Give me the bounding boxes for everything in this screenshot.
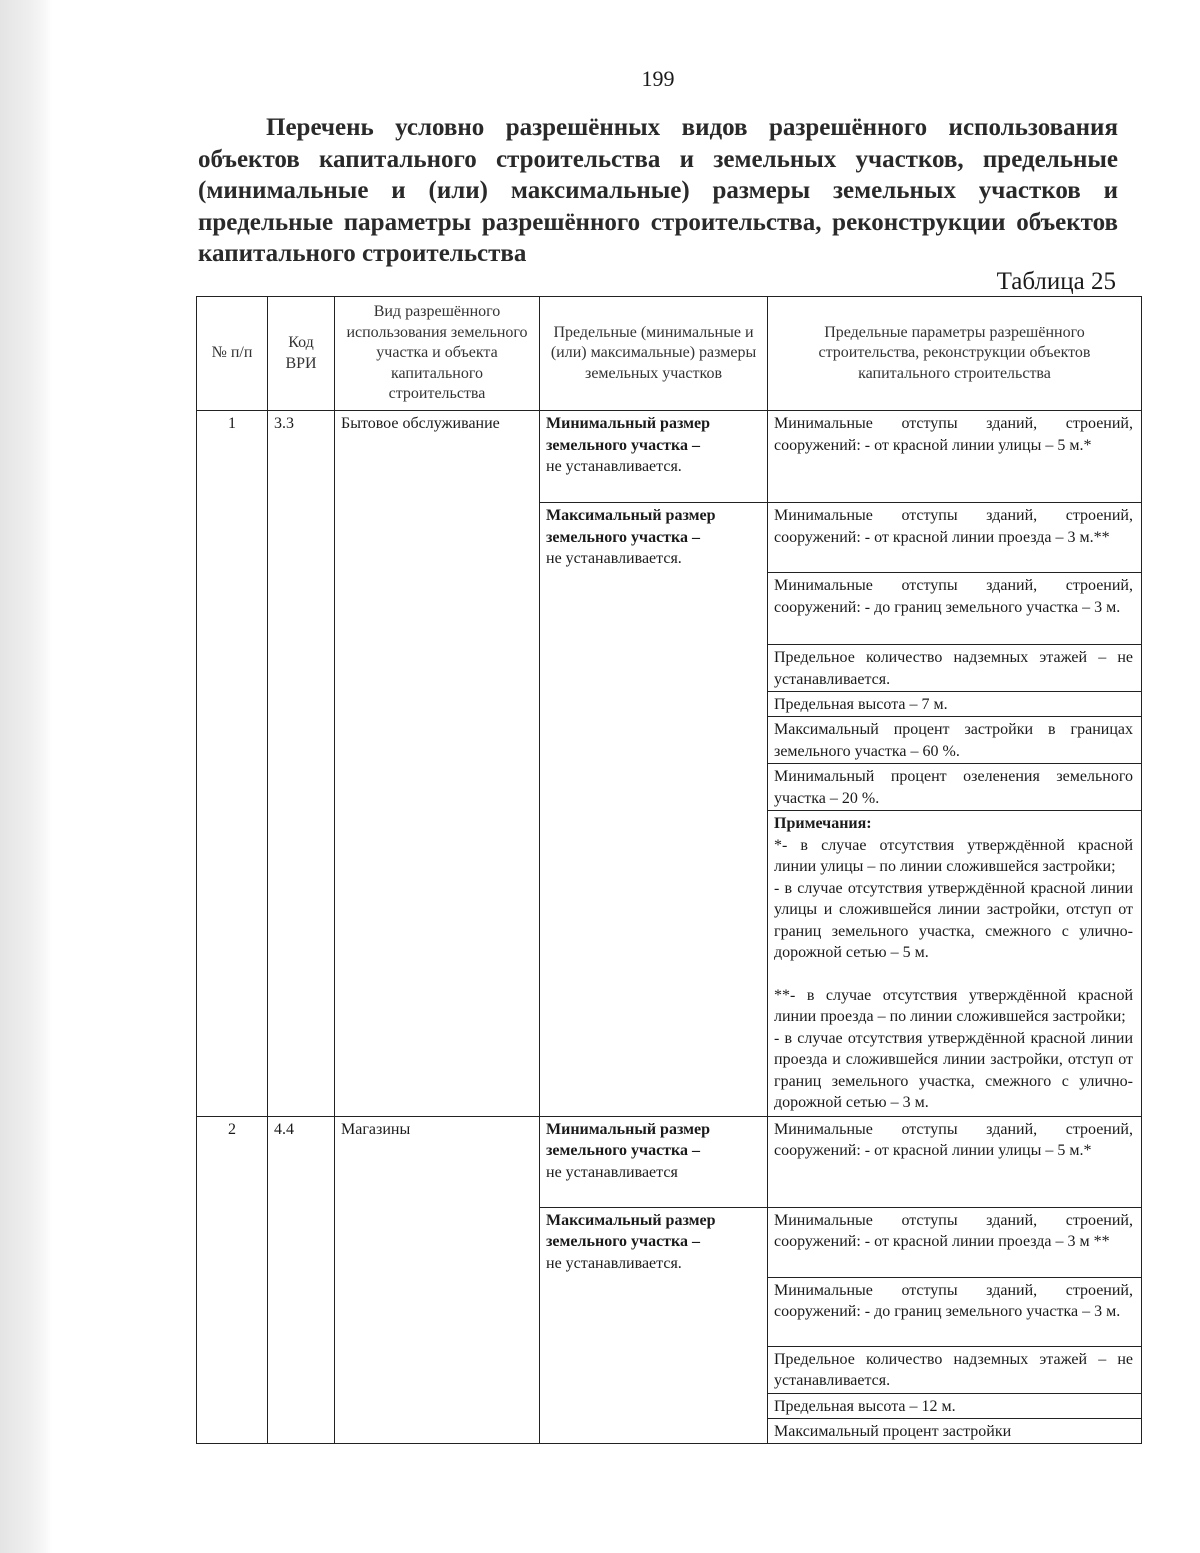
- min-size-cell: [540, 1116, 768, 1207]
- scan-margin-shadow: [0, 0, 52, 1553]
- param-block: Предельное количество надземных этажей – не устанавливается.: [768, 1347, 1141, 1394]
- header-num: № п/п: [197, 297, 268, 411]
- max-size-cell: [540, 503, 768, 1117]
- row-number: 1: [197, 411, 268, 1117]
- param-block: Минимальный процент озеленения земельного участка – 20 %.: [768, 764, 1141, 811]
- row-code: 4.4: [268, 1116, 335, 1443]
- params-cell: [768, 503, 1142, 1117]
- page-number: 199: [641, 66, 675, 91]
- max-size-cell: [540, 1207, 768, 1443]
- regulations-table: [196, 296, 1142, 1444]
- note-line: - в случае отсутствия утверждённой красной линии улицы и сложившейся линии застройки, отступ от границ земельного участка, смежного с улично-дорожной сетью – 5 м.: [774, 879, 1133, 961]
- min-size-value: не устанавливается: [546, 1163, 678, 1181]
- min-size-cell: [540, 411, 768, 503]
- min-size-title: Минимальный размер земельного участка –: [546, 1120, 711, 1159]
- notes-title: Примечания:: [774, 815, 872, 832]
- row-number: 2: [197, 1116, 268, 1443]
- params-cell: [768, 1116, 1142, 1207]
- max-size-value: не устанавливается.: [546, 550, 682, 567]
- title-text: Перечень условно разрешённых видов разрешённого использования объектов капитального строительства и земельных участков, предельные (минимальные и (или) максимальные) размеры земельных участков и предельные параметры разрешённого строительства, реконструкции объектов капитального строительства: [198, 114, 1118, 267]
- param-block: Минимальные отступы зданий, строений, сооружений: - от красной линии проезда – 3 м **: [768, 1208, 1141, 1278]
- max-size-title: Максимальный размер земельного участка –: [546, 1211, 716, 1250]
- table-row: [197, 411, 1142, 503]
- note-line: *- в случае отсутствия утверждённой красной линии улицы – по линии сложившейся застройки;: [774, 836, 1133, 875]
- row-kind: Магазины: [335, 1116, 540, 1443]
- params-cell: [768, 1207, 1142, 1443]
- param-block: Минимальные отступы зданий, строений, сооружений: - до границ земельного участка – 3 м.: [768, 1278, 1141, 1347]
- table-row: [197, 1116, 1142, 1207]
- param-block: Максимальный процент застройки: [774, 1422, 1012, 1440]
- note-line: - в случае отсутствия утверждённой красной линии проезда и сложившейся линии застройки, отступ от границ земельного участка, смежного с улично-дорожной сетью – 3 м.: [774, 1029, 1133, 1111]
- min-size-value: не устанавливается.: [546, 458, 682, 475]
- header-sizes: Предельные (минимальные и (или) максимальные) размеры земельных участков: [540, 297, 768, 411]
- document-title: [198, 112, 1118, 270]
- min-size-title: Минимальный размер земельного участка –: [546, 415, 711, 454]
- note-spacer: [774, 964, 1133, 985]
- max-size-title: Максимальный размер земельного участка –: [546, 507, 716, 546]
- note-line: **- в случае отсутствия утверждённой красной линии проезда – по линии сложившейся застройки;: [774, 986, 1133, 1025]
- table-header-row: [197, 297, 1142, 411]
- row-code: 3.3: [268, 411, 335, 1117]
- param-block: Максимальный процент застройки в границах земельного участка – 60 %.: [768, 717, 1141, 764]
- header-kind: Вид разрешённого использования земельного участка и объекта капитального строительства: [335, 297, 540, 411]
- row-kind: Бытовое обслуживание: [335, 411, 540, 1117]
- notes-block: [768, 811, 1141, 1116]
- header-code: Код ВРИ: [268, 297, 335, 411]
- param-block: Предельное количество надземных этажей – не устанавливается.: [768, 645, 1141, 692]
- param-block: Минимальные отступы зданий, строений, сооружений: - от красной линии улицы – 5 м.*: [774, 415, 1133, 454]
- param-block: Минимальные отступы зданий, строений, сооружений: - от красной линии проезда – 3 м.**: [768, 503, 1141, 573]
- max-size-value: не устанавливается.: [546, 1254, 682, 1272]
- param-block: Минимальные отступы зданий, строений, сооружений: - до границ земельного участка – 3 м.: [768, 573, 1141, 645]
- params-cell: [768, 411, 1142, 503]
- param-block: Предельная высота – 7 м.: [768, 692, 1141, 717]
- header-params: Предельные параметры разрешённого строительства, реконструкции объектов капитального строительства: [768, 297, 1142, 411]
- table-caption: Таблица 25: [996, 268, 1116, 295]
- param-block: Минимальные отступы зданий, строений, сооружений: - от красной линии улицы – 5 м.*: [774, 1120, 1133, 1159]
- param-block: Предельная высота – 12 м.: [768, 1394, 1141, 1419]
